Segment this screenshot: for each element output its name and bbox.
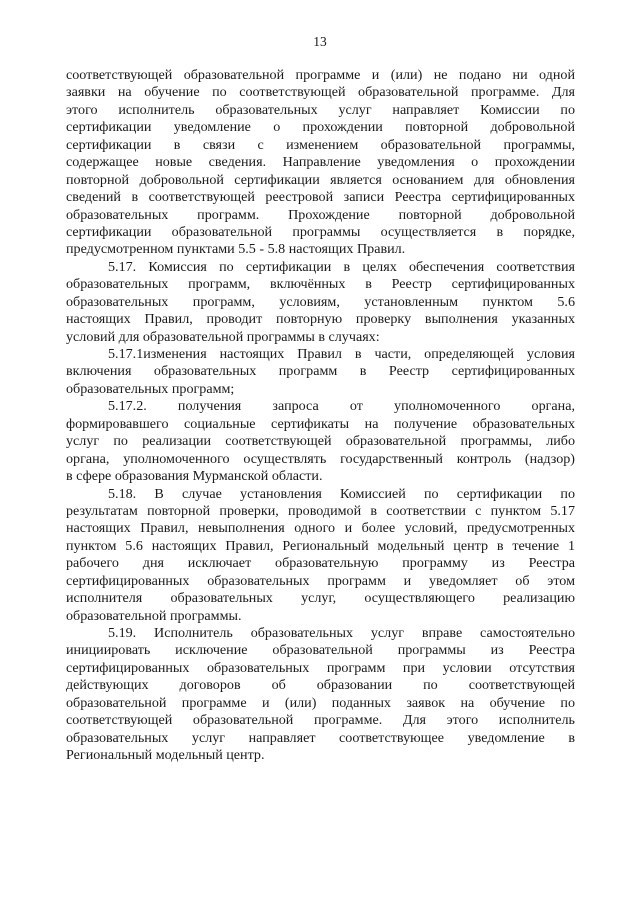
text-line: образовательных программ, условиям, установленным пунктом 5.6	[66, 293, 575, 310]
text-line: соответствующей образовательной программе. Для этого исполнитель	[66, 712, 575, 729]
page-number: 13	[313, 34, 327, 49]
text-line: содержащее новые сведения. Направление уведомления о прохождении	[66, 154, 575, 171]
text-line: органа, уполномоченного осуществлять государственный контроль (надзор)	[66, 450, 575, 467]
text-line: сертификации в связи с изменением образовательной программы,	[66, 136, 575, 153]
text-line: 5.17.1изменения настоящих Правил в части, определяющей условия	[108, 346, 575, 362]
text-line: рабочего дня исключает образовательную программу из Реестра	[66, 555, 575, 572]
text-line: образовательных программ. Прохождение повторной добровольной	[66, 206, 575, 223]
text-line: образовательной программы.	[66, 607, 242, 624]
text-line: инициировать исключение образовательной программы из Реестра	[66, 642, 575, 659]
text-line: образовательных услуг направляет соответствующее уведомление в	[66, 729, 575, 746]
text-line: этого исполнитель образовательных услуг направляет Комиссии по	[66, 101, 575, 118]
text-line: услуг по реализации соответствующей образовательной программы, либо	[66, 433, 575, 450]
text-line: в сфере образования Мурманской области.	[66, 468, 323, 485]
text-line: 5.17.2. получения запроса от уполномоченного органа,	[108, 398, 575, 415]
text-line: настоящих Правил, невыполнения одного и более условий, предусмотренных	[66, 520, 575, 537]
document-text-body	[66, 67, 575, 765]
text-line: повторной добровольной сертификации является основанием для обновления	[66, 171, 575, 188]
text-line: сертификации образовательной программы осуществляется в порядке,	[66, 223, 575, 240]
text-line: условий для образовательной программы в случаях:	[66, 328, 380, 345]
text-line: настоящих Правил, проводит повторную проверку выполнения указанных	[66, 311, 575, 328]
text-line: результатам повторной проверки, проводимой в соответствии с пунктом 5.17	[66, 502, 575, 519]
text-line: сертификации уведомление о прохождении повторной добровольной	[66, 119, 575, 136]
text-line: действующих договоров об образовании по соответствующей	[66, 677, 575, 694]
text-line: исполнителя образовательных услуг, осуществляющего реализацию	[66, 590, 575, 607]
text-line: сведений в соответствующей реестровой записи Реестра сертифицированных	[66, 189, 575, 206]
text-line: заявки на обучение по соответствующей образовательной программе. Для	[66, 84, 575, 101]
text-line: образовательной программе и (или) поданных заявок на обучение по	[66, 694, 575, 711]
text-line: 5.19. Исполнитель образовательных услуг вправе самостоятельно	[108, 625, 575, 641]
text-line: соответствующей образовательной программе и (или) не подано ни одной	[66, 67, 575, 83]
text-line: предусмотренном пунктами 5.5 - 5.8 настоящих Правил.	[66, 241, 406, 258]
text-line: пунктом 5.6 настоящих Правил, Региональный модельный центр в течение 1	[66, 537, 575, 554]
text-line: 5.17. Комиссия по сертификации в целях обеспечения соответствия	[108, 258, 575, 275]
text-line: образовательных программ;	[66, 380, 235, 397]
text-line: 5.18. В случае установления Комиссией по сертификации по	[108, 485, 575, 502]
text-line: включения образовательных программ в Реестр сертифицированных	[66, 363, 575, 380]
text-line: образовательных программ, включённых в Реестр сертифицированных	[66, 276, 575, 293]
text-line: сертифицированных образовательных программ и уведомляет об этом	[66, 572, 575, 589]
text-line: Региональный модельный центр.	[66, 747, 265, 764]
text-line: сертифицированных образовательных программ при условии отсутствия	[66, 659, 575, 676]
text-line: формировавшего социальные сертификаты на получение образовательных	[66, 415, 575, 432]
